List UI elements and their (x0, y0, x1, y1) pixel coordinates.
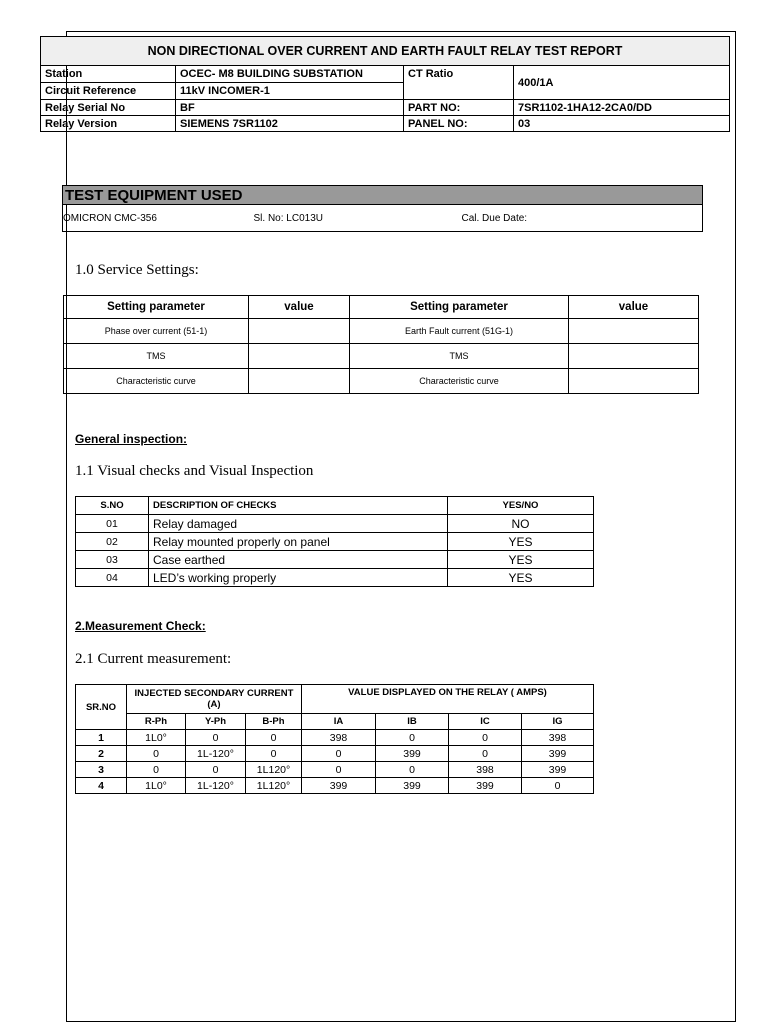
table-row (64, 344, 699, 369)
setting-parameter: Characteristic curve (350, 369, 569, 394)
table-cell: 398 (522, 730, 594, 746)
table-cell: 0 (449, 746, 522, 762)
table-cell: 399 (376, 746, 449, 762)
relay-serial-label: Relay Serial No (41, 100, 176, 116)
row-sr: 2 (76, 746, 127, 762)
measurement-check-heading: 2.Measurement Check: (75, 619, 206, 633)
circuit-reference-value: 11kV INCOMER-1 (176, 83, 404, 100)
value-header: value (249, 296, 350, 319)
check-sno: 02 (76, 533, 149, 551)
check-description: Relay damaged (149, 515, 448, 533)
check-description: Relay mounted properly on panel (149, 533, 448, 551)
table-cell: 0 (246, 746, 302, 762)
relay-display-header: VALUE DISPLAYED ON THE RELAY ( AMPS) (302, 685, 594, 714)
table-cell: 399 (449, 778, 522, 794)
service-settings-table (63, 295, 699, 394)
part-no-value: 7SR1102-1HA12-2CA0/DD (514, 100, 730, 116)
setting-parameter: Characteristic curve (64, 369, 249, 394)
table-cell: 0 (522, 778, 594, 794)
check-sno: 01 (76, 515, 149, 533)
srno-header: SR.NO (76, 685, 127, 730)
table-cell: 1L-120° (186, 746, 246, 762)
value-header: value (569, 296, 699, 319)
setting-value-field[interactable] (249, 319, 350, 344)
table-row (76, 762, 594, 778)
table-cell: 399 (302, 778, 376, 794)
ct-ratio-value: 400/1A (514, 66, 730, 100)
panel-no-value: 03 (514, 116, 730, 132)
row-sr: 1 (76, 730, 127, 746)
equipment-cal-due: Cal. Due Date: (462, 205, 703, 232)
setting-parameter: TMS (350, 344, 569, 369)
table-row (76, 533, 594, 551)
part-no-label: PART NO: (404, 100, 514, 116)
check-sno: 04 (76, 569, 149, 587)
test-equipment-heading: TEST EQUIPMENT USED (63, 186, 703, 205)
check-sno: 03 (76, 551, 149, 569)
equipment-serial: Sl. No: LC013U (254, 205, 462, 232)
ig-header: IG (522, 714, 594, 730)
circuit-reference-label: Circuit Reference (41, 83, 176, 100)
report-title: NON DIRECTIONAL OVER CURRENT AND EARTH FAULT RELAY TEST REPORT (41, 37, 730, 66)
current-measurement-heading: 2.1 Current measurement: (75, 651, 232, 667)
check-description: Case earthed (149, 551, 448, 569)
setting-value-field[interactable] (569, 319, 699, 344)
table-cell: 398 (302, 730, 376, 746)
table-cell: 399 (376, 778, 449, 794)
check-result: YES (448, 551, 594, 569)
test-equipment-table (62, 185, 703, 232)
table-cell: 0 (376, 762, 449, 778)
table-cell: 0 (449, 730, 522, 746)
row-sr: 4 (76, 778, 127, 794)
relay-version-value: SIEMENS 7SR1102 (176, 116, 404, 132)
visual-checks-table (75, 496, 594, 587)
table-cell: 0 (127, 746, 186, 762)
table-cell: 1L0° (127, 730, 186, 746)
table-cell: 0 (186, 762, 246, 778)
check-result: YES (448, 569, 594, 587)
station-value: OCEC- M8 BUILDING SUBSTATION (176, 66, 404, 83)
setting-value-field[interactable] (249, 369, 350, 394)
table-row (76, 746, 594, 762)
setting-value-field[interactable] (569, 369, 699, 394)
ic-header: IC (449, 714, 522, 730)
yes-no-header: YES/NO (448, 497, 594, 515)
setting-value-field[interactable] (249, 344, 350, 369)
ct-ratio-label: CT Ratio (404, 66, 514, 100)
table-row (76, 778, 594, 794)
table-cell: 1L120° (246, 778, 302, 794)
setting-parameter: Earth Fault current (51G-1) (350, 319, 569, 344)
setting-value-field[interactable] (569, 344, 699, 369)
table-cell: 0 (376, 730, 449, 746)
table-row (76, 515, 594, 533)
general-inspection-heading: General inspection: (75, 432, 188, 446)
equipment-name: OMICRON CMC-356 (63, 205, 254, 232)
table-row (76, 730, 594, 746)
table-cell: 399 (522, 762, 594, 778)
relay-version-label: Relay Version (41, 116, 176, 132)
table-cell: 0 (246, 730, 302, 746)
table-cell: 1L0° (127, 778, 186, 794)
description-header: DESCRIPTION OF CHECKS (149, 497, 448, 515)
r-ph-header: R-Ph (127, 714, 186, 730)
table-cell: 0 (302, 746, 376, 762)
check-result: NO (448, 515, 594, 533)
b-ph-header: B-Ph (246, 714, 302, 730)
table-row (76, 551, 594, 569)
setting-parameter: TMS (64, 344, 249, 369)
station-label: Station (41, 66, 176, 83)
table-cell: 0 (302, 762, 376, 778)
row-sr: 3 (76, 762, 127, 778)
ib-header: IB (376, 714, 449, 730)
current-measurement-table (75, 684, 594, 794)
setting-parameter-header: Setting parameter (350, 296, 569, 319)
table-row (64, 319, 699, 344)
panel-no-label: PANEL NO: (404, 116, 514, 132)
ia-header: IA (302, 714, 376, 730)
report-header-table (40, 36, 730, 132)
table-row (76, 569, 594, 587)
table-row (64, 369, 699, 394)
table-cell: 1L120° (246, 762, 302, 778)
sno-header: S.NO (76, 497, 149, 515)
table-cell: 0 (186, 730, 246, 746)
injected-current-header: INJECTED SECONDARY CURRENT (A) (127, 685, 302, 714)
table-cell: 0 (127, 762, 186, 778)
setting-parameter: Phase over current (51-1) (64, 319, 249, 344)
service-settings-heading: 1.0 Service Settings: (75, 262, 199, 278)
visual-checks-heading: 1.1 Visual checks and Visual Inspection (75, 463, 314, 479)
table-cell: 1L-120° (186, 778, 246, 794)
y-ph-header: Y-Ph (186, 714, 246, 730)
check-description: LED’s working properly (149, 569, 448, 587)
table-cell: 398 (449, 762, 522, 778)
relay-serial-value: BF (176, 100, 404, 116)
table-cell: 399 (522, 746, 594, 762)
setting-parameter-header: Setting parameter (64, 296, 249, 319)
check-result: YES (448, 533, 594, 551)
